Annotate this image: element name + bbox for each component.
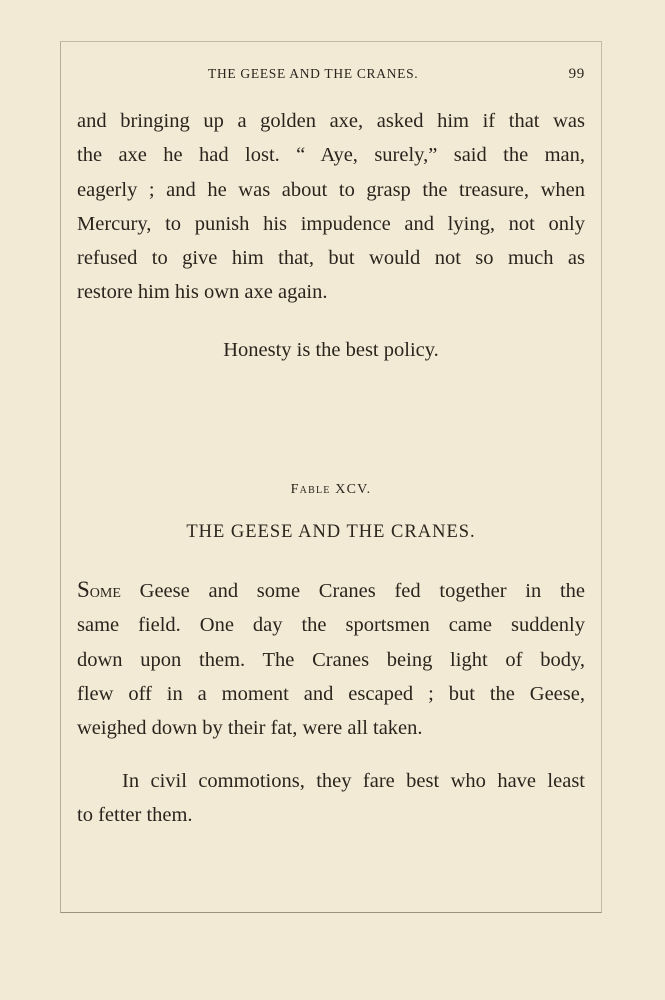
text-line: weighed down by their fat, were all taken. [77,717,423,740]
text-line: down upon them. The Cranes being light of body, [77,648,585,671]
initial-letter: S [77,577,90,602]
text-line: flew off in a moment and escaped ; but the Geese, [77,682,585,705]
text-line: the axe he had lost. “ Aye, surely,” said the man, [77,144,585,167]
text-line: to fetter them. [77,804,193,827]
running-title: THE GEESE AND THE CRANES. [208,66,419,81]
text-line: restore him his own axe again. [77,281,328,304]
text-line: Mercury, to punish his impudence and lying, not only [77,212,585,235]
fable-paragraph [77,573,585,745]
first-word-rest: ome [89,580,121,602]
moral-honesty: Honesty is the best policy. [223,339,439,361]
running-head [77,66,585,86]
continued-fable-paragraph [77,104,585,310]
text-line: In civil commotions, they fare best who have least [122,770,585,792]
fable-moral [77,764,585,833]
text-line-first [77,573,585,608]
text-line: same field. One day the sportsmen came suddenly [77,614,585,637]
fable-title: THE GEESE AND THE CRANES. [186,522,476,542]
page-number: 99 [568,66,585,82]
text-line: refused to give him that, but would not so much as [77,247,585,270]
fable-number: Fable XCV. [290,482,372,497]
text-line: eagerly ; and he was about to grasp the treasure, when [77,178,585,201]
text-line: and bringing up a golden axe, asked him if that was [77,110,585,132]
first-line-rest: Geese and some Cranes fed together in the [120,580,585,602]
